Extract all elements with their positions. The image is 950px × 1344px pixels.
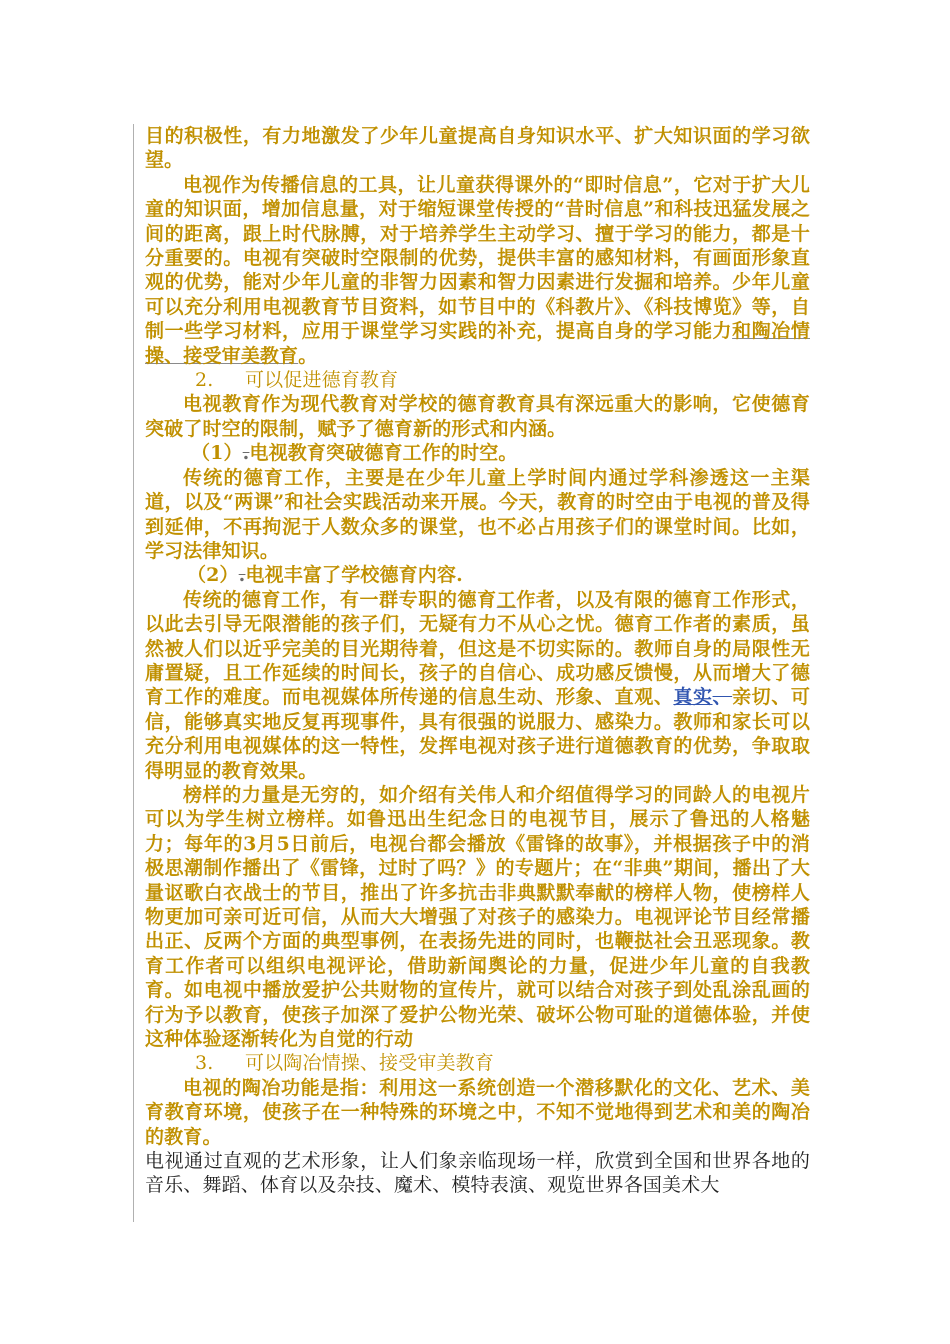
paragraph-2-underlined: 和陶冶情操、接受审美教育 xyxy=(145,320,810,367)
paragraph-5 xyxy=(145,588,810,783)
heading-2-number: 2. xyxy=(195,369,214,392)
paragraph-5-part-a: 传统的德育工作，有一群专职的德育 xyxy=(183,588,497,611)
subheading-1-deleted-mark: . xyxy=(242,442,250,465)
subheading-2 xyxy=(145,563,810,587)
paragraph-5-revision-inserted: 真实 xyxy=(673,686,713,709)
heading-3-number: 3. xyxy=(195,1052,214,1075)
paragraph-5-part-c: 亲切、可信，能够真实地反复再现事件，具有很强的说服力、感染力。教师和家长可以充分利用电视媒体的这一特性，发挥电视对孩子进行道德教育的优势，争取取得明显的教育效果。 xyxy=(145,686,810,782)
paragraph-8: 电视通过直观的艺术形象，让人们象亲临现场一样，欣赏到全国和世界各地的音乐、舞蹈、体育以及杂技、魔术、模特表演、观览世界各国美术大 xyxy=(145,1150,810,1197)
subheading-2-deleted-mark: . xyxy=(238,564,246,587)
paragraph-5-part-b: 作者，以及有限的德育工作形式，以此去引导无限潜能的孩子们，无疑有力不从心之忧。德育工作者的素质，虽然被人们以近乎完美的目光期待着，但这是不切实际的。教师自身的局限性无庸置疑，且工作延续的时间长，孩子的自信心、成功感反馈慢，从而增大了德育工作的难度。而电视媒体所传递的信息生动、形象、直观、 xyxy=(145,588,810,709)
paragraph-4: 传统的德育工作，主要是在少年儿童上学时间内通过学科渗透这一主渠道，以及“两课”和社会实践活动来开展。今天，教育的时空由于电视的普及得到延伸，不再拘泥于人数众多的课堂，也不必占用孩子们的课堂时间。比如，学习法律知识。 xyxy=(145,466,810,562)
heading-2-title: 可以促进德育教育 xyxy=(245,369,399,392)
subheading-2-title: 电视丰富了学校德育内容. xyxy=(245,564,463,587)
heading-2 xyxy=(145,368,810,392)
paragraph-2-end: 。 xyxy=(298,344,318,367)
paragraph-2 xyxy=(145,173,810,368)
paragraph-5-revision-deleted: 、 xyxy=(712,686,733,709)
heading-3-title: 可以陶冶情操、接受审美教育 xyxy=(245,1052,494,1075)
subheading-1-number: （1） xyxy=(191,442,243,465)
paragraph-5-inserted-text: 工 xyxy=(496,588,517,611)
paragraph-3: 电视教育作为现代教育对学校的德育教育具有深远重大的影响，它使德育突破了时空的限制，赋予了德育新的形式和内涵。 xyxy=(145,393,810,440)
document-body xyxy=(145,124,810,1198)
paragraph-1: 目的积极性，有力地激发了少年儿童提高自身知识水平、扩大知识面的学习欲望。 xyxy=(145,125,810,172)
paragraph-2-text: 电视作为传播信息的工具，让儿童获得课外的“即时信息”，它对于扩大儿童的知识面，增加信息量，对于缩短课堂传授的“昔时信息”和科技迅猛发展之间的距离，跟上时代脉膊，对于培养学生主动学习、擅于学习的能力，都是十分重要的。电视有突破时空限制的优势，提供丰富的感知材料，有画面形象直观的优势，能对少年儿童的非智力因素和智力因素进行发掘和培养。少年儿童可以充分利用电视教育节目资料，如节目中的《科教片》、《科技博览》等，自制一些学习材料，应用于课堂学习实践的补充，提高自身的学习能力 xyxy=(145,173,810,343)
subheading-1-title: 电视教育突破德育工作的时空。 xyxy=(249,442,518,465)
subheading-1 xyxy=(145,441,810,465)
paragraph-6: 榜样的力量是无穷的，如介绍有关伟人和介绍值得学习的同龄人的电视片可以为学生树立榜样。如鲁迅出生纪念日的电视节目，展示了鲁迅的人格魅力；每年的3月5日前后，电视台都会播放《雷锋的故事》，并根据孩子中的消极思潮制作播出了《雷锋，过时了吗？》的专题片；在“非典”期间，播出了大量讴歌白衣战士的节目，推出了许多抗击非典默默奉献的榜样人物，使榜样人物更加可亲可近可信，从而大大增强了对孩子的感染力。电视评论节目经常播出正、反两个方面的典型事例，在表扬先进的同时，也鞭挞社会丑恶现象。教育工作者可以组织电视评论，借助新闻舆论的力量，促进少年儿童的自我教育。如电视中播放爱护公共财物的宣传片，就可以结合对孩子到处乱涂乱画的行为予以教育，使孩子加深了爱护公物光荣、破坏公物可耻的道德体验，并使这种体验逐渐转化为自觉的行动 xyxy=(145,783,810,1051)
left-margin-rule xyxy=(133,124,134,1222)
subheading-2-number: （2） xyxy=(187,564,239,587)
heading-3 xyxy=(145,1051,810,1075)
paragraph-7: 电视的陶冶功能是指：利用这一系统创造一个潜移默化的文化、艺术、美育教育环境，使孩子在一种特殊的环境之中，不知不觉地得到艺术和美的陶冶的教育。 xyxy=(145,1076,810,1148)
